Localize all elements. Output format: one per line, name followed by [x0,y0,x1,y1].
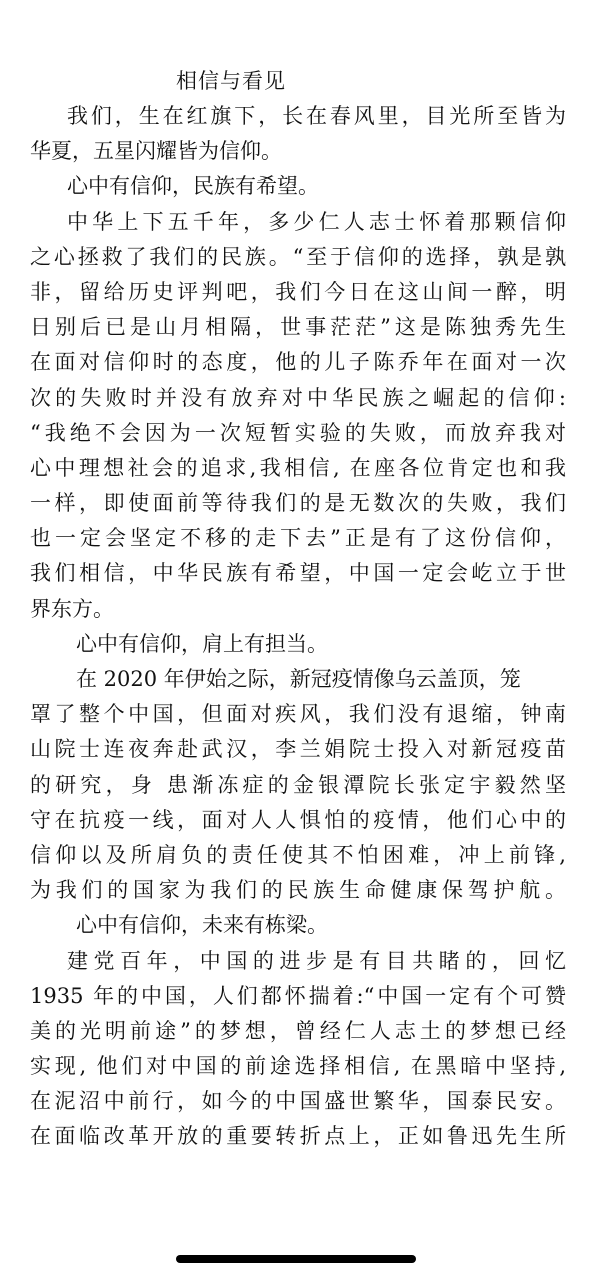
text-line: 建党百年，中国的进步是有目共睹的，回忆 [67,948,566,973]
text-line: 心中有信仰，民族有希望。 [67,174,319,199]
text-line: 之心拯救了我们的民族。“至于信仰的选择，孰是孰 [30,244,566,269]
text-line: “我绝不会因为一次短暂实验的失败，而放弃我对 [30,420,566,445]
text-line: 界东方。 [30,596,114,621]
text-line: 的研究，身 患渐冻症的金银潭院长张定宇毅然坚 [30,772,566,797]
text-line: 我们相信，中华民族有希望，中国一定会屹立于世 [30,561,566,586]
text-line: 1935 年的中国，人们都怀揣着:“中国一定有个可赞 [30,983,566,1008]
text-line: 在 2020 年伊始之际，新冠疫情像乌云盖顶，笼 [76,667,521,691]
text-line: 中华上下五千年，多少仁人志士怀着那颗信仰 [67,209,566,234]
text-line: 一样，即使面前等待我们的是无数次的失败，我们 [30,491,566,516]
text-line: 非，留给历史评判吧，我们今日在这山间一醉，明 [30,279,566,304]
text-line: 实现, 他们对中国的前途选择相信, 在黑暗中坚持, [30,1054,566,1079]
text-line: 在泥沼中前行，如今的中国盛世繁华，国泰民安。 [30,1089,566,1114]
text-line: 心中有信仰，未来有栋梁。 [76,913,328,938]
text-line: 美的光明前途”的梦想，曾经仁人志土的梦想已经 [30,1018,566,1043]
text-line: 次的失败时并没有放弃对中华民族之崛起的信仰: [30,385,566,410]
text-line: 为我们的国家为我们的民族生命健康保驾护航。 [30,878,566,903]
home-indicator-bar[interactable] [176,1255,416,1263]
text-line: 守在抗疫一线，面对人人惧怕的疫情，他们心中的 [30,807,566,832]
text-line: 日别后已是山月相隔，世事茫茫”这是陈独秀先生 [30,315,566,340]
text-line: 在面对信仰时的态度，他的儿子陈乔年在面对一次 [30,350,566,375]
text-line: 心中理想社会的追求,我相信, 在座各位肯定也和我 [30,455,566,480]
text-line: 在面临改革开放的重要转折点上，正如鲁迅先生所 [30,1124,566,1149]
text-line: 华夏，五星闪耀皆为信仰。 [30,139,282,164]
text-line: 山院士连夜奔赴武汉，李兰娟院士投入对新冠疫苗 [30,737,566,762]
text-line: 我们，生在红旗下，长在春风里，目光所至皆为 [67,104,566,128]
text-line: 信仰以及所肩负的责任使其不怕困难，冲上前锋, [30,842,566,867]
essay-title: 相信与看见 [176,69,286,93]
text-line: 心中有信仰，肩上有担当。 [76,631,328,656]
essay-body [30,99,566,1155]
text-line: 罩了整个中国，但面对疾风，我们没有退缩，钟南 [30,702,566,727]
text-line: 也一定会坚定不移的走下去”正是有了这份信仰， [30,526,566,551]
